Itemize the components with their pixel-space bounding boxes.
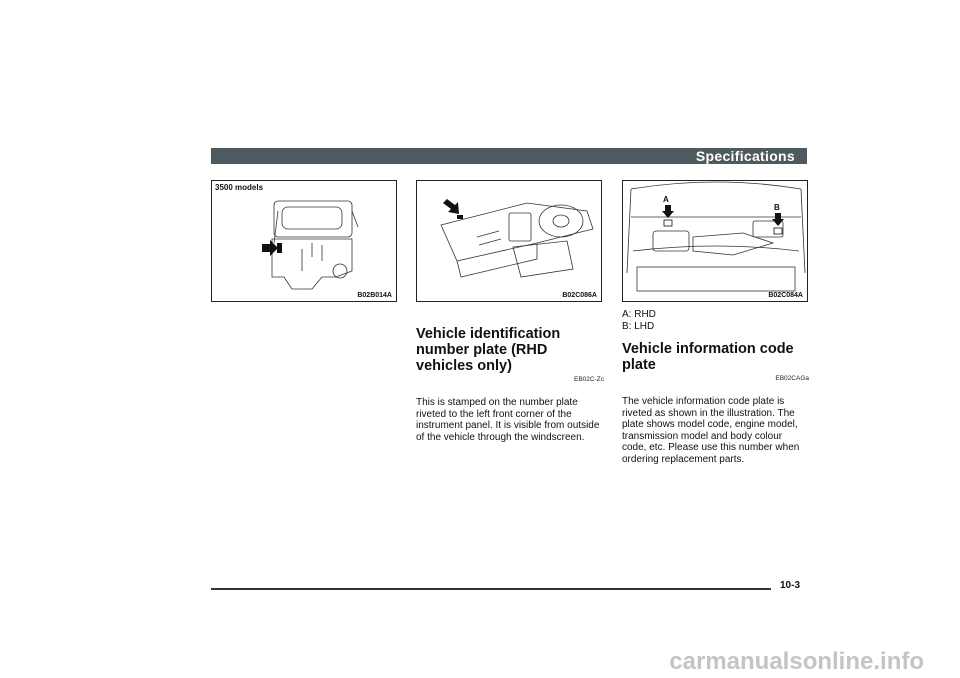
section-header <box>211 148 807 164</box>
figure-label: 3500 models <box>215 183 264 192</box>
engine-illustration <box>212 181 397 302</box>
section-body: The vehicle information code plate is riveted as shown in the illustration. The plate shows model code, engine model, transmission model and body colour code, etc. Please use this number when ordering replacement parts. <box>622 396 800 465</box>
section-ref: EB02C-Zc <box>574 376 604 383</box>
figure-code: B02C084A <box>768 292 803 299</box>
section-ref: EB02CAGa <box>775 375 809 382</box>
section-info-code-plate <box>622 309 809 465</box>
page-number: 10-3 <box>780 580 801 591</box>
header-title: Specifications <box>695 148 795 164</box>
footer-rule <box>211 588 771 590</box>
figure-code: B02B014A <box>357 292 392 299</box>
figure-engine <box>211 180 397 302</box>
marker-a: A <box>663 195 669 204</box>
section-body: This is stamped on the number plate riveted to the left front corner of the instrument panel. It is visible from outside of the vehicle through the windscreen. <box>416 397 600 443</box>
section-title: Vehicle identification number plate (RHD vehicles only) <box>416 326 561 374</box>
dashboard-illustration <box>417 181 602 302</box>
section-vin-plate <box>416 326 604 443</box>
section-title: Vehicle information code plate <box>622 341 794 373</box>
watermark: carmanualsonline.info <box>669 648 924 675</box>
figure-code: B02C086A <box>562 292 597 299</box>
engine-bay-illustration <box>623 181 808 302</box>
figure-engine-bay <box>622 180 808 302</box>
legend-b: B: LHD <box>622 321 655 332</box>
figure-dashboard <box>416 180 602 302</box>
legend-a: A: RHD <box>622 309 656 320</box>
marker-b: B <box>774 203 780 212</box>
